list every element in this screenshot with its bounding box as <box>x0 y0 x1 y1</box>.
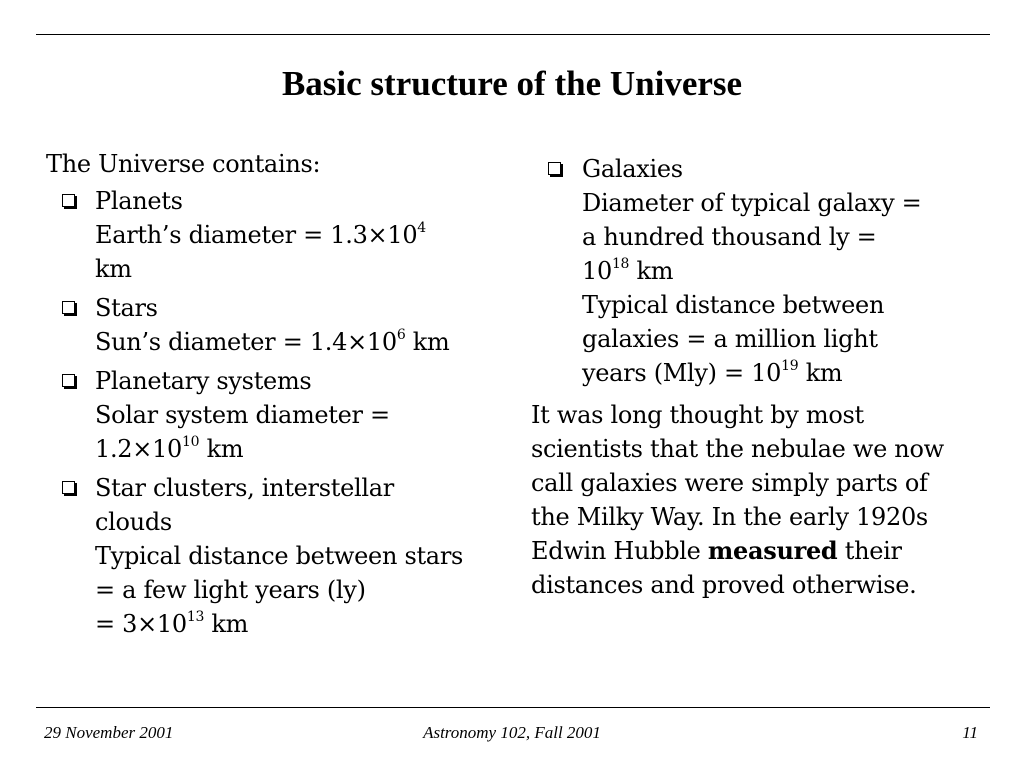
item-detail: km <box>95 255 132 283</box>
right-column <box>531 152 1001 602</box>
item-detail: Sun’s diameter = $1.4\times 10^6$ km <box>95 327 450 356</box>
intro-text: The Universe contains: <box>46 150 321 178</box>
item-detail: a hundred thousand ly = <box>582 223 877 251</box>
item-detail: Solar system diameter = <box>95 401 390 429</box>
item-heading: Galaxies <box>582 155 683 183</box>
bottom-divider <box>36 707 990 708</box>
checkbox-bullet-icon <box>62 194 75 207</box>
list-item-planetary-systems <box>46 364 516 466</box>
footer-course: Astronomy 102, Fall 2001 <box>423 723 601 742</box>
item-detail: Earth’s diameter = $1.3\times 10^4$ <box>95 220 426 249</box>
item-detail: Typical distance between <box>582 291 885 319</box>
list-item-galaxies <box>531 152 1001 390</box>
top-divider <box>36 34 990 35</box>
item-heading: Star clusters, interstellar clouds <box>95 474 394 536</box>
item-detail: $1.2\times 10^{10}$ km <box>95 434 244 463</box>
footer-page-number: 11 <box>962 723 978 742</box>
item-heading: Stars <box>95 294 158 322</box>
item-detail: Typical distance between stars = a few light years (ly) <box>95 542 464 604</box>
hubble-paragraph: It was long thought by most scientists that the nebulae we now call galaxies were simply parts of the Milky Way. In the early 1920s Edwin Hubble measured their distances and proved otherwise. <box>531 401 944 599</box>
list-item-planets <box>46 184 516 286</box>
checkbox-bullet-icon <box>62 374 75 387</box>
item-detail: = $3\times 10^{13}$ km <box>95 609 249 638</box>
item-detail: $10^{18}$ km <box>582 256 674 285</box>
item-detail: galaxies = a million light <box>582 325 878 353</box>
checkbox-bullet-icon <box>62 481 75 494</box>
item-heading: Planetary systems <box>95 367 312 395</box>
slide-title: Basic structure of the Universe <box>281 64 743 103</box>
left-column <box>46 147 516 646</box>
list-item-star-clusters <box>46 471 516 641</box>
emphasis-measured: measured <box>707 536 838 565</box>
footer-date: 29 November 2001 <box>44 723 174 742</box>
item-detail: years $(Mly) = 10^{19}$ km <box>582 358 843 387</box>
checkbox-bullet-icon <box>548 162 561 175</box>
item-detail: Diameter of typical galaxy = <box>582 189 922 217</box>
item-heading: Planets <box>95 187 183 215</box>
checkbox-bullet-icon <box>62 301 75 314</box>
list-item-stars <box>46 291 516 359</box>
